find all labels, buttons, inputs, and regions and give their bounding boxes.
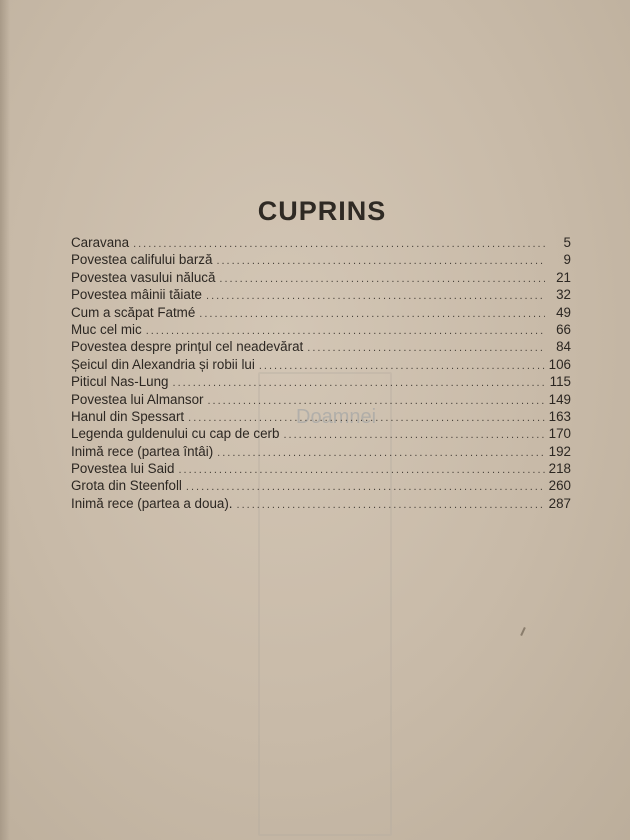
toc-entry-title: Povestea califului barză [71, 252, 213, 268]
toc-leader-dots [307, 342, 545, 354]
pencil-mark [520, 627, 526, 636]
toc-entry-title: Inimă rece (partea a doua). [71, 495, 233, 511]
toc-leader-dots [216, 255, 545, 267]
toc-entry [71, 426, 571, 443]
toc-entry [71, 409, 571, 426]
toc-leader-dots [186, 481, 545, 493]
toc-entry-page-number: 21 [556, 269, 571, 285]
toc-entry-page-number: 5 [563, 235, 571, 250]
toc-entry-page-number: 192 [548, 443, 571, 459]
toc-entry-page-number: 287 [548, 495, 571, 511]
toc-entry-title: Grota din Steenfoll [71, 478, 182, 494]
toc-entry [71, 478, 571, 495]
watermark-text: Doamnei [296, 406, 377, 428]
toc-entry-page-number: 49 [556, 304, 571, 320]
toc-leader-dots [206, 290, 545, 302]
toc-entry-page-number: 9 [563, 252, 571, 268]
toc-entry [71, 444, 571, 461]
toc-entry [71, 322, 571, 339]
toc-entry-page-number: 84 [556, 339, 571, 355]
toc-leader-dots [237, 499, 545, 511]
toc-entry-title: Piticul Nas-Lung [71, 374, 169, 390]
toc-leader-dots [133, 238, 545, 250]
page-title: CUPRINS [257, 196, 387, 226]
toc-leader-dots [283, 429, 544, 441]
toc-entry [71, 374, 571, 391]
toc-entry [71, 357, 571, 374]
toc-leader-dots [146, 325, 545, 337]
toc-entry [71, 461, 571, 478]
toc-leader-dots [178, 464, 544, 476]
toc-leader-dots [217, 447, 545, 459]
toc-entry-title: Povestea lui Almansor [71, 391, 204, 407]
toc-entry [71, 252, 571, 269]
toc-entry [71, 496, 571, 513]
page-edge-shadow [0, 0, 10, 840]
toc-entry [71, 287, 571, 304]
toc-leader-dots [199, 308, 545, 320]
toc-entry-title: Povestea vasului nălucă [71, 269, 216, 285]
toc-entry-title: Legenda guldenului cu cap de cerb [71, 426, 280, 442]
toc-entry [71, 270, 571, 287]
toc-entry-page-number: 218 [548, 461, 571, 477]
toc-entry-title: Șeicul din Alexandria și robii lui [71, 356, 255, 372]
toc-entry-page-number: 260 [548, 478, 571, 494]
toc-entry-title: Povestea mâinii tăiate [71, 287, 203, 303]
toc-entry-page-number: 163 [548, 408, 571, 424]
toc-entry-title: Caravana [71, 235, 130, 250]
toc-entry-title: Hanul din Spessart [71, 408, 185, 424]
toc-entry-title: Cum a scăpat Fatmé [71, 304, 196, 320]
toc-entry-title: Muc cel mic [71, 321, 142, 337]
toc-entry [71, 305, 571, 322]
toc-entry [71, 235, 571, 252]
table-of-contents [71, 235, 571, 513]
toc-entry-title: Inimă rece (partea întâi) [71, 443, 214, 459]
toc-entry-title: Povestea lui Said [71, 461, 175, 477]
toc-entry [71, 339, 571, 356]
toc-entry [71, 392, 571, 409]
toc-entry-page-number: 106 [548, 356, 571, 372]
toc-entry-page-number: 66 [556, 321, 571, 337]
toc-entry-page-number: 149 [548, 391, 571, 407]
toc-leader-dots [219, 273, 545, 285]
toc-leader-dots [173, 377, 545, 389]
toc-leader-dots [188, 412, 545, 424]
toc-entry-title: Povestea despre prințul cel neadevărat [71, 339, 304, 355]
toc-entry-page-number: 170 [548, 426, 571, 442]
toc-leader-dots [208, 395, 545, 407]
toc-entry-page-number: 32 [556, 287, 571, 303]
toc-leader-dots [259, 360, 545, 372]
toc-entry-page-number: 115 [549, 374, 571, 390]
